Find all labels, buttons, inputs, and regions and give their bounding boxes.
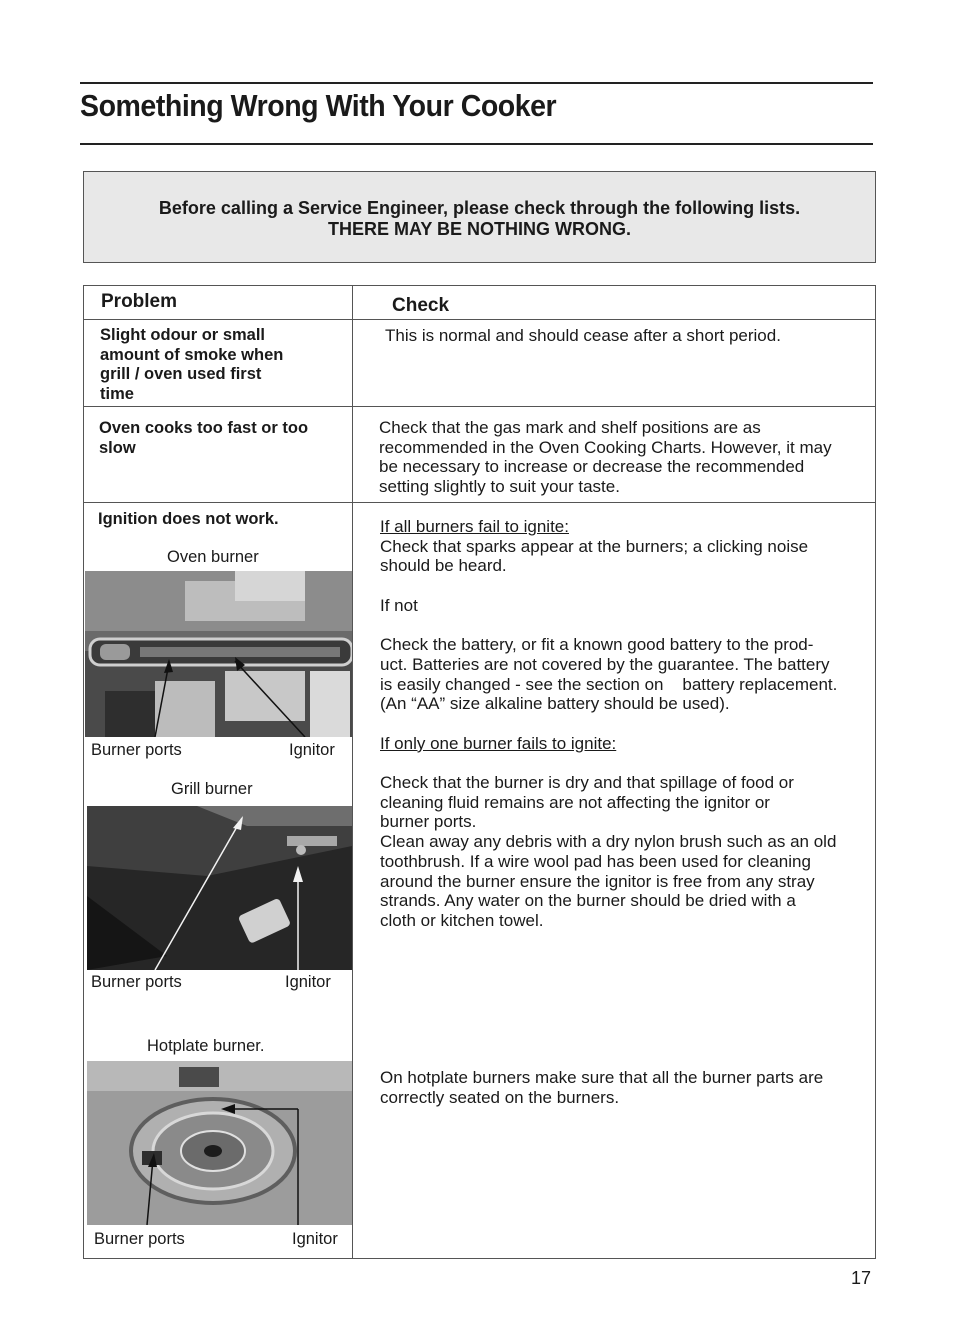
one-burner-heading: If only one burner fails to ignite: — [380, 733, 617, 753]
figure-label-left: Burner ports — [91, 741, 182, 759]
problem-line: grill / oven used first — [100, 365, 262, 383]
check-line: toothbrush. If a wire wool pad has been used for cleaning — [380, 851, 811, 871]
check-line: be necessary to increase or decrease the recommended — [379, 457, 805, 477]
column-divider — [352, 285, 353, 1258]
hotplate-burner-photo — [87, 1061, 352, 1225]
check-line: This is normal and should cease after a short period. — [385, 326, 781, 345]
oven-burner-photo — [85, 571, 352, 737]
page-title: Something Wrong With Your Cooker — [80, 88, 557, 123]
problem-line: time — [100, 384, 134, 403]
row-divider — [83, 502, 875, 503]
check-line: (An “AA” size alkaline battery should be used). — [380, 694, 730, 714]
notice-line-2: THERE MAY BE NOTHING WRONG. — [327, 219, 632, 239]
problem-line: slow — [99, 438, 136, 457]
check-line: burner ports. — [380, 812, 477, 832]
check-line: Clean away any debris with a dry nylon brush such as an old — [380, 832, 837, 852]
header-check: Check — [392, 295, 450, 316]
all-burners-heading: If all burners fail to ignite: — [380, 517, 569, 536]
check-line: Check the battery, or fit a known good battery to the prod- — [380, 635, 814, 655]
notice-line-1: Before calling a Service Engineer, please check through the following lists. — [158, 198, 801, 218]
figure-caption: Hotplate burner. — [147, 1037, 265, 1055]
title-rule — [80, 143, 873, 145]
figure-label-right: Ignitor — [289, 741, 335, 759]
check-line: Check that sparks appear at the burners; a clicking noise — [380, 536, 809, 556]
top-rule — [80, 82, 873, 84]
check-line: cloth or kitchen towel. — [380, 911, 544, 930]
header-row-divider — [83, 319, 875, 320]
check-line: correctly seated on the burners. — [380, 1087, 620, 1107]
check-line: Check that the burner is dry and that spillage of food or — [380, 773, 794, 793]
page-number: 17 — [851, 1268, 872, 1288]
check-line: recommended in the Oven Cooking Charts. However, it may — [379, 437, 832, 457]
problem-cell — [99, 419, 308, 458]
problem-cell: Ignition does not work. — [98, 510, 279, 528]
header-problem: Problem — [101, 291, 178, 312]
figure-label-left: Burner ports — [94, 1230, 185, 1248]
figure-label-right: Ignitor — [292, 1230, 338, 1248]
grill-burner-photo — [87, 806, 352, 970]
check-line: Check that the gas mark and shelf positions are as — [379, 418, 761, 437]
check-cell — [380, 517, 872, 931]
hotplate-check — [380, 1068, 872, 1107]
problem-line: Slight odour or small — [100, 326, 266, 344]
figure-label-right: Ignitor — [285, 973, 331, 991]
figure-label-left: Burner ports — [91, 973, 182, 991]
check-cell — [379, 418, 832, 497]
check-line: If not — [380, 595, 418, 615]
check-line: On hotplate burners make sure that all the burner parts are — [380, 1068, 824, 1087]
check-line: around the burner ensure the ignitor is free from any stray — [380, 871, 815, 891]
problem-line: amount of smoke when — [100, 345, 284, 364]
problem-line: Oven cooks too fast or too — [99, 419, 309, 437]
check-cell — [385, 326, 781, 346]
check-line: strands. Any water on the burner should be dried with a — [380, 891, 796, 911]
figure-caption: Oven burner — [167, 548, 259, 566]
row-divider — [83, 406, 875, 407]
check-line: is easily changed - see the section on battery replacement. — [380, 674, 838, 694]
notice-box — [83, 171, 876, 263]
check-line: cleaning fluid remains are not affecting the ignitor or — [380, 792, 770, 812]
check-line: uct. Batteries are not covered by the guarantee. The battery — [380, 654, 830, 674]
check-line: setting slightly to suit your taste. — [379, 477, 620, 497]
problem-cell — [100, 326, 283, 404]
figure-caption: Grill burner — [171, 780, 253, 798]
check-line: should be heard. — [380, 556, 507, 576]
